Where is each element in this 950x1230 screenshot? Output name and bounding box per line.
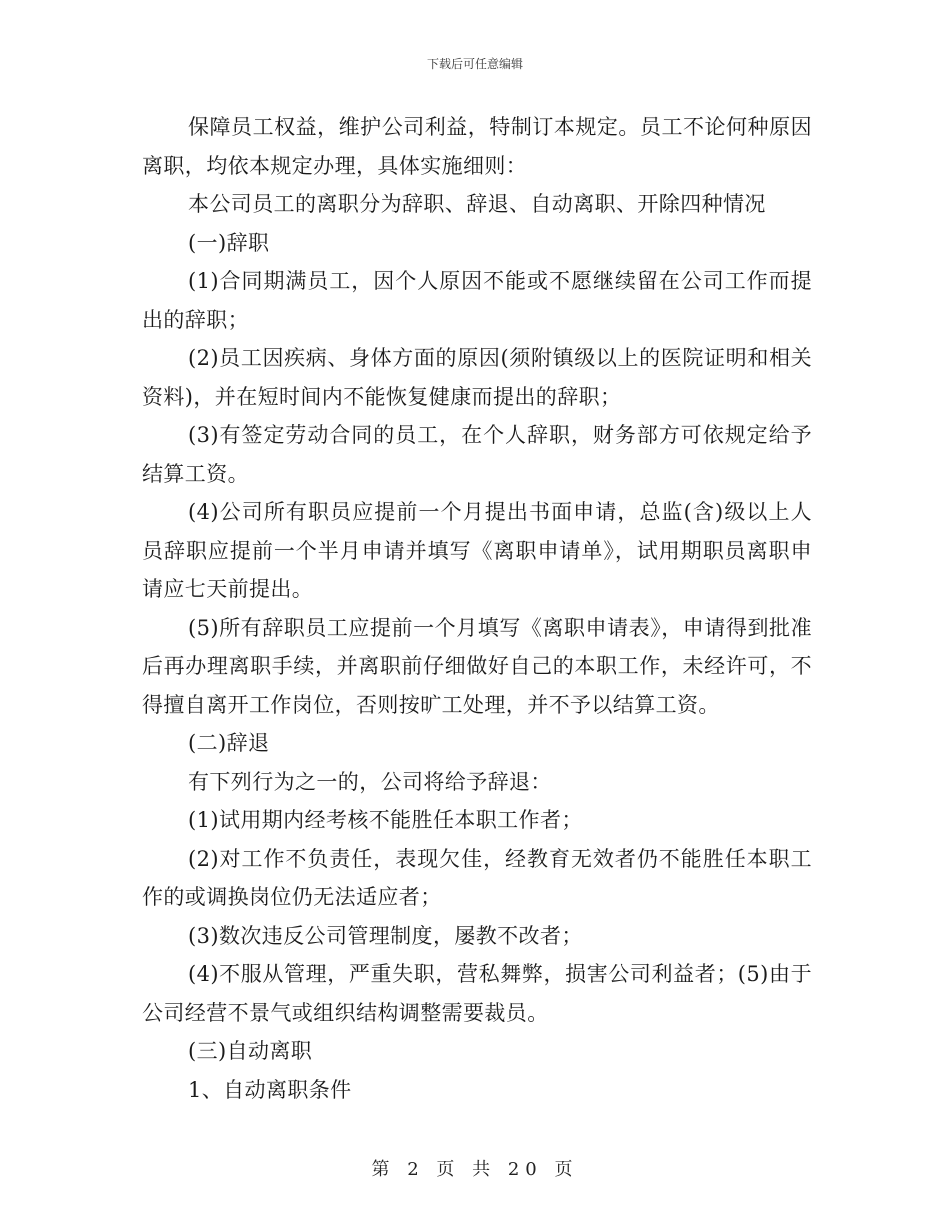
paragraph: (3)数次违反公司管理制度，屡教不改者； [188,923,583,948]
paragraph: 本公司员工的离职分为辞职、辞退、自动离职、开除四种情况 [188,192,766,216]
paragraph: (2)对工作不负责任，表现欠佳，经教育无效者仍不能胜任本职工作的或调换岗位仍无法适应者； [142,846,812,909]
paragraph: (1)合同期满员工，因个人原因不能或不愿继续留在公司工作而提出的辞职； [142,269,812,332]
paragraph: (1)试用期内经考核不能胜任本职工作者； [188,808,583,832]
paragraph: (2)员工因疾病、身体方面的原因(须附镇级以上的医院证明和相关资料)，并在短时间内不能恢复健康而提出的辞职； [142,346,812,409]
section-heading: (一)辞职 [188,230,270,255]
section-heading: (三)自动离职 [188,1039,313,1063]
page-number-footer: 第 2 页 共 20 页 [371,1159,579,1180]
paragraph: (3)有签定劳动合同的员工，在个人辞职，财务部方可依规定给予结算工资。 [142,423,812,486]
paragraph: 有下列行为之一的，公司将给予辞退： [188,769,552,794]
page-header: 下载后可任意编辑 [426,57,523,71]
paragraph: (4)不服从管理，严重失职，营私舞弊，损害公司利益者；(5)由于公司经营不景气或组织结构调整需要裁员。 [142,962,812,1025]
paragraph: (5)所有辞职员工应提前一个月填写《离职申请表》，申请得到批准后再办理离职手续，并离职前仔细做好自己的本职工作，未经许可，不得擅自离开工作岗位，否则按旷工处理，并不予以结算工资。 [142,615,812,717]
section-heading: (二)辞退 [188,731,270,755]
paragraph: 1、自动离职条件 [188,1077,352,1102]
paragraph: (4)公司所有职员应提前一个月提出书面申请，总监(含)级以上人员辞职应提前一个半月申请并填写《离职申请单》，试用期职员离职申请应七天前提出。 [142,500,812,601]
paragraph: 保障员工权益，维护公司利益，特制订本规定。员工不论何种原因离职，均依本规定办理，具体实施细则： [142,115,812,178]
document-body [142,108,812,1109]
